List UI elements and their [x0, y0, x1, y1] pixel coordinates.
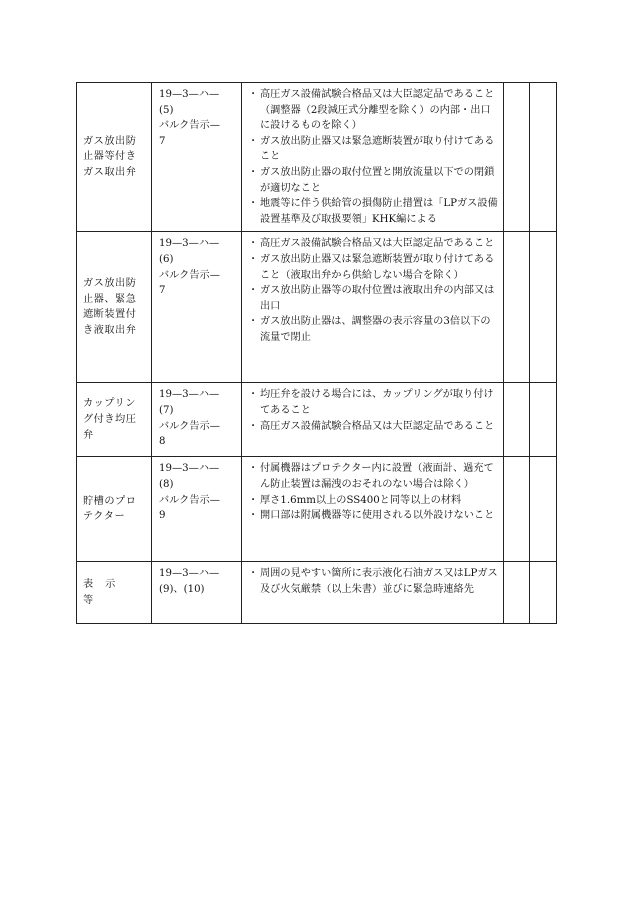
check-cell-2[interactable] [530, 383, 557, 457]
check-cell-1[interactable] [504, 232, 530, 383]
table-row [77, 232, 557, 383]
check-cell-2[interactable] [530, 232, 557, 383]
regulation-reference: 19—3—ハ— (9)、(10) [152, 562, 242, 624]
requirement-item: ・ ガス放出防止器又は緊急遮断装置が取り付けてあること（液取出弁から供給しない場合を除く） [248, 253, 495, 281]
check-cell-2[interactable] [530, 562, 557, 624]
requirement-item: ・ 付属機器はプロテクター内に設置（液面計、過充てん防止装置は漏洩のおそれのない場合は除く） [248, 463, 494, 490]
item-name: 表示等 [77, 562, 152, 624]
requirements [242, 457, 504, 562]
requirements [242, 232, 504, 383]
item-name: 貯槽のプロ テクター [77, 457, 152, 562]
requirement-item: ・ ガス放出防止器の取付位置と開放流量以下での閉鎖が適切なこと [248, 166, 495, 194]
requirement-item: ・ 高圧ガス設備試験合格品又は大臣認定品であること（調整器（2段減圧式分離型を除く）の内部・出口に設けるものを除く） [248, 89, 495, 132]
requirement-item: ・ 高圧ガス設備試験合格品又は大臣認定品であること [248, 420, 495, 432]
item-name: ガス放出防 止器等付き ガス取出弁 [77, 83, 152, 232]
inspection-checklist-table [76, 82, 557, 624]
table-row [77, 83, 557, 232]
check-cell-1[interactable] [504, 83, 530, 232]
table-row [77, 562, 557, 624]
requirement-item: ・ 周囲の見やすい箇所に表示液化石油ガス又はLPガス及び火気厳禁（以上朱書）並びに緊急時連絡先 [248, 568, 498, 595]
requirement-item: ・ 厚さ1.6mm以上のSS400と同等以上の材料 [248, 494, 462, 506]
requirement-item: ・ 高圧ガス設備試験合格品又は大臣認定品であること [248, 238, 495, 250]
regulation-reference: 19—3—ハ— (8) バルク告示— 9 [152, 457, 242, 562]
requirement-item: ・ 均圧弁を設ける場合には、カップリングが取り付けてあること [248, 389, 494, 416]
check-cell-2[interactable] [530, 83, 557, 232]
requirement-item: ・ 地震等に伴う供給管の損傷防止措置は「LPガス設備設置基準及び取扱要領」KHK編による [248, 198, 498, 225]
requirements [242, 562, 504, 624]
requirements [242, 83, 504, 232]
table-row [77, 383, 557, 457]
table-row [77, 457, 557, 562]
check-cell-2[interactable] [530, 457, 557, 562]
requirement-item: ・ ガス放出防止器は、調整器の表示容量の3倍以下の流量で閉止 [248, 316, 491, 343]
regulation-reference: 19—3—ハ— (6) バルク告示— 7 [152, 232, 242, 383]
requirement-item: ・ ガス放出防止器又は緊急遮断装置が取り付けてあること [248, 135, 495, 163]
regulation-reference: 19—3—ハ— (7) バルク告示— 8 [152, 383, 242, 457]
check-cell-1[interactable] [504, 383, 530, 457]
requirement-item: ・ ガス放出防止器等の取付位置は液取出弁の内部又は出口 [248, 285, 495, 312]
check-cell-1[interactable] [504, 562, 530, 624]
regulation-reference: 19—3—ハ— (5) バルク告示— 7 [152, 83, 242, 232]
requirements [242, 383, 504, 457]
requirement-item: ・ 開口部は附属機器等に使用される以外設けないこと [248, 510, 495, 522]
check-cell-1[interactable] [504, 457, 530, 562]
item-name: カップリン グ付き均圧 弁 [77, 383, 152, 457]
item-name: ガス放出防 止器、緊急 遮断装置付 き液取出弁 [77, 232, 152, 383]
